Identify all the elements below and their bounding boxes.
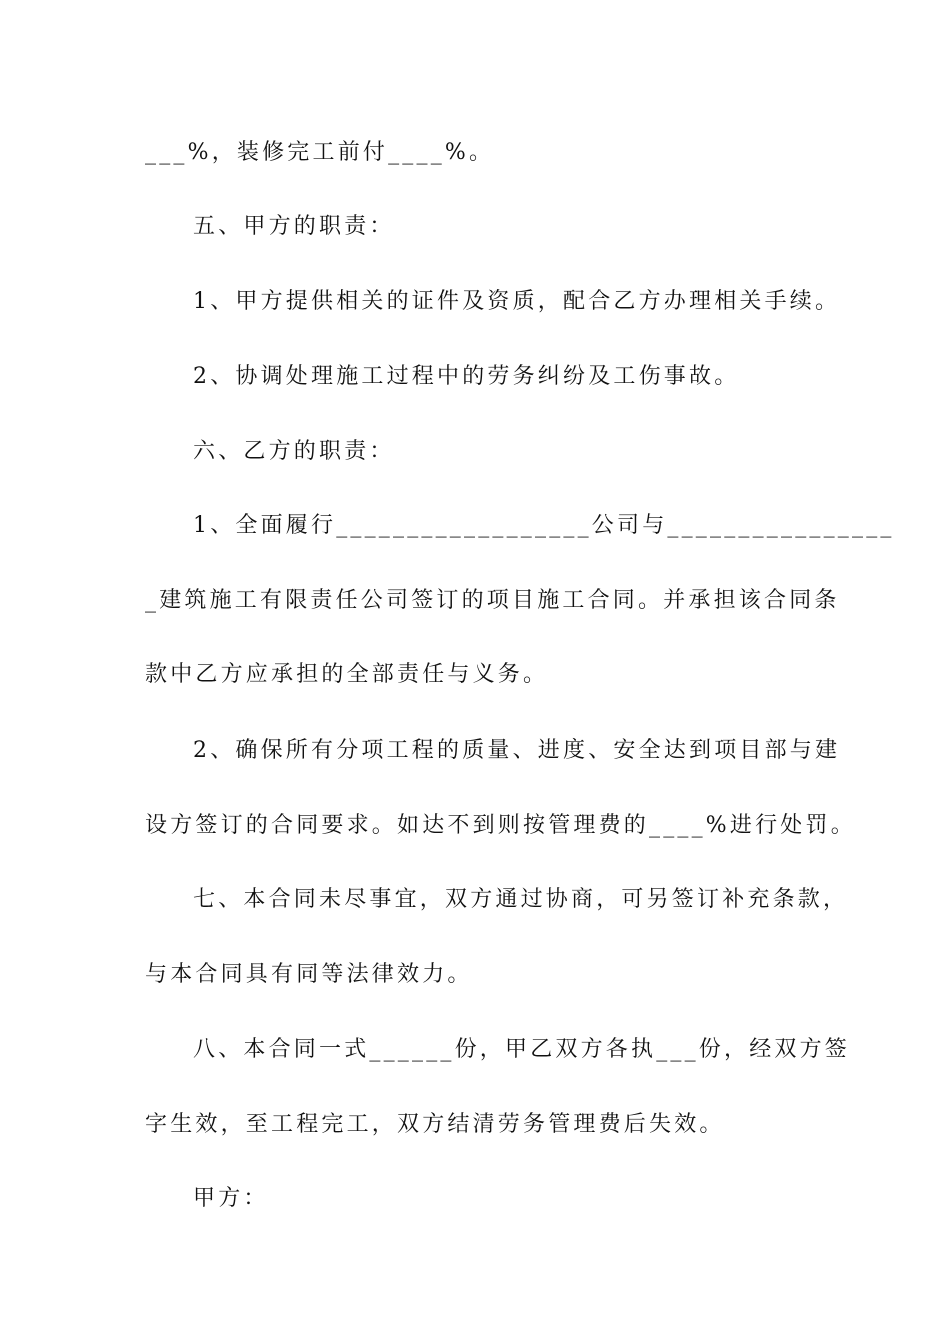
section-6-heading: 六、乙方的职责： (193, 439, 395, 464)
section-8-line-1: 八、本合同一式______份，甲乙双方各执___份，经双方签 (193, 1037, 851, 1062)
section-5-item-2: 2、协调处理施工过程中的劳务纠纷及工伤事故。 (193, 364, 740, 389)
section-7-line-1: 七、本合同未尽事宜，双方通过协商，可另签订补充条款， (193, 887, 849, 912)
section-5-heading: 五、甲方的职责： (193, 214, 395, 239)
section-7-line-2: 与本合同具有同等法律效力。 (145, 962, 473, 987)
payment-terms-continued: ___%，装修完工前付____%。 (145, 140, 495, 165)
section-5-item-1: 1、甲方提供相关的证件及资质，配合乙方办理相关手续。 (193, 289, 841, 314)
section-8-line-2: 字生效，至工程完工，双方结清劳务管理费后失效。 (145, 1112, 725, 1137)
section-6-item-1-line-1: 1、全面履行__________________公司与________________ (193, 513, 895, 538)
section-6-item-2-line-1: 2、确保所有分项工程的质量、进度、安全达到项目部与建 (193, 738, 841, 763)
section-6-item-1-line-2: _建筑施工有限责任公司签订的项目施工合同。并承担该合同条 (145, 588, 840, 613)
section-6-item-2-line-2: 设方签订的合同要求。如达不到则按管理费的____%进行处罚。 (145, 813, 856, 838)
section-6-item-1-line-3: 款中乙方应承担的全部责任与义务。 (145, 662, 549, 687)
party-a-signature-label: 甲方： (193, 1186, 269, 1211)
